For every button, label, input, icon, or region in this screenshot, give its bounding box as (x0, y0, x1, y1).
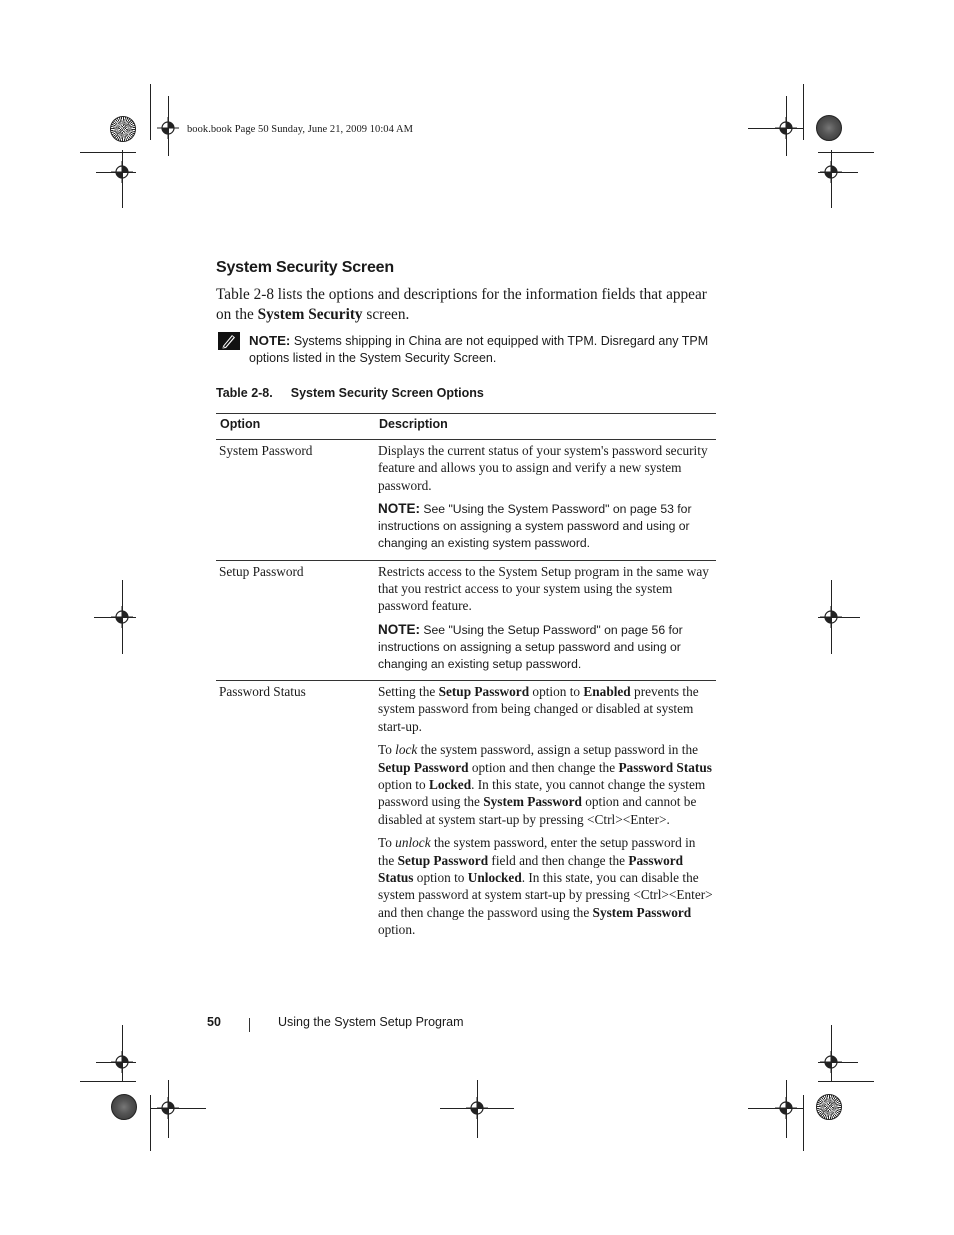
row-note: NOTE: See "Using the Setup Password" on page 56 for instructions on assigning a setup password and using or changing an existing setup password. (378, 621, 683, 671)
intro-paragraph: Table 2-8 lists the options and descriptions for the information fields that appear on the System Security screen. (216, 286, 707, 323)
registration-rosette-icon (110, 116, 136, 142)
row-note: NOTE: See "Using the System Password" on page 53 for instructions on assigning a system password and using or changing an existing system password. (378, 501, 692, 551)
table-row (216, 440, 716, 561)
options-table (216, 413, 716, 945)
registration-rosette-icon (816, 115, 842, 141)
section-title: System Security Screen (216, 259, 394, 276)
screen-name: System Security (257, 305, 363, 323)
print-slug: book.book Page 50 Sunday, June 21, 2009 10:04 AM (187, 124, 414, 135)
note-tpm: NOTE: Systems shipping in China are not equipped with TPM. Disregard any TPM options listed in the System Security Screen. (249, 333, 709, 365)
description-cell: Setting the Setup Password option to Enabled prevents the system password from being changed or disabled at system start-up. To lock the system password, assign a setup password in the Setup Password option and then change the Password Status option to Locked. In this state, you cannot change the system password using the System Password option and cannot be disabled at system start-up by pressing <Ctrl><Enter>. To unlock the system password, enter the setup password in the Setup Password field and then change the Password Status option to Unlocked. In this state, you can disable the system password at system start-up by pressing <Ctrl><Enter> and then change the password using the System Password option. (378, 684, 713, 938)
header-option: Option (220, 417, 261, 431)
chapter-title: Using the System Setup Program (278, 1015, 464, 1029)
page-number: 50 (207, 1015, 221, 1029)
registration-rosette-icon (816, 1094, 842, 1120)
description-cell: Restricts access to the System Setup program in the same way that you restrict access to your system using the system password feature. NOTE: See "Using the Setup Password" on page 56 for instructions on assigning a setup password and using or changing an existing setup password. (378, 561, 713, 674)
option-setup-password: Setup Password (219, 563, 304, 579)
option-system-password: System Password (219, 443, 313, 458)
registration-rosette-icon (111, 1094, 137, 1120)
footer-divider (249, 1018, 250, 1032)
option-password-status: Password Status (219, 684, 306, 699)
note-pencil-icon (218, 332, 240, 350)
note-label: NOTE: (249, 333, 291, 348)
table-row (216, 681, 716, 939)
header-description: Description (379, 417, 448, 431)
table-header-row (216, 413, 716, 440)
table-caption: Table 2-8. System Security Screen Options (216, 386, 484, 400)
table-row (216, 561, 716, 682)
description-cell: Displays the current status of your system's password security feature and allows you to assign and verify a new system password. NOTE: See "Using the System Password" on page 53 for instructions on assigning a system password and using or changing an existing system password. (378, 440, 713, 553)
